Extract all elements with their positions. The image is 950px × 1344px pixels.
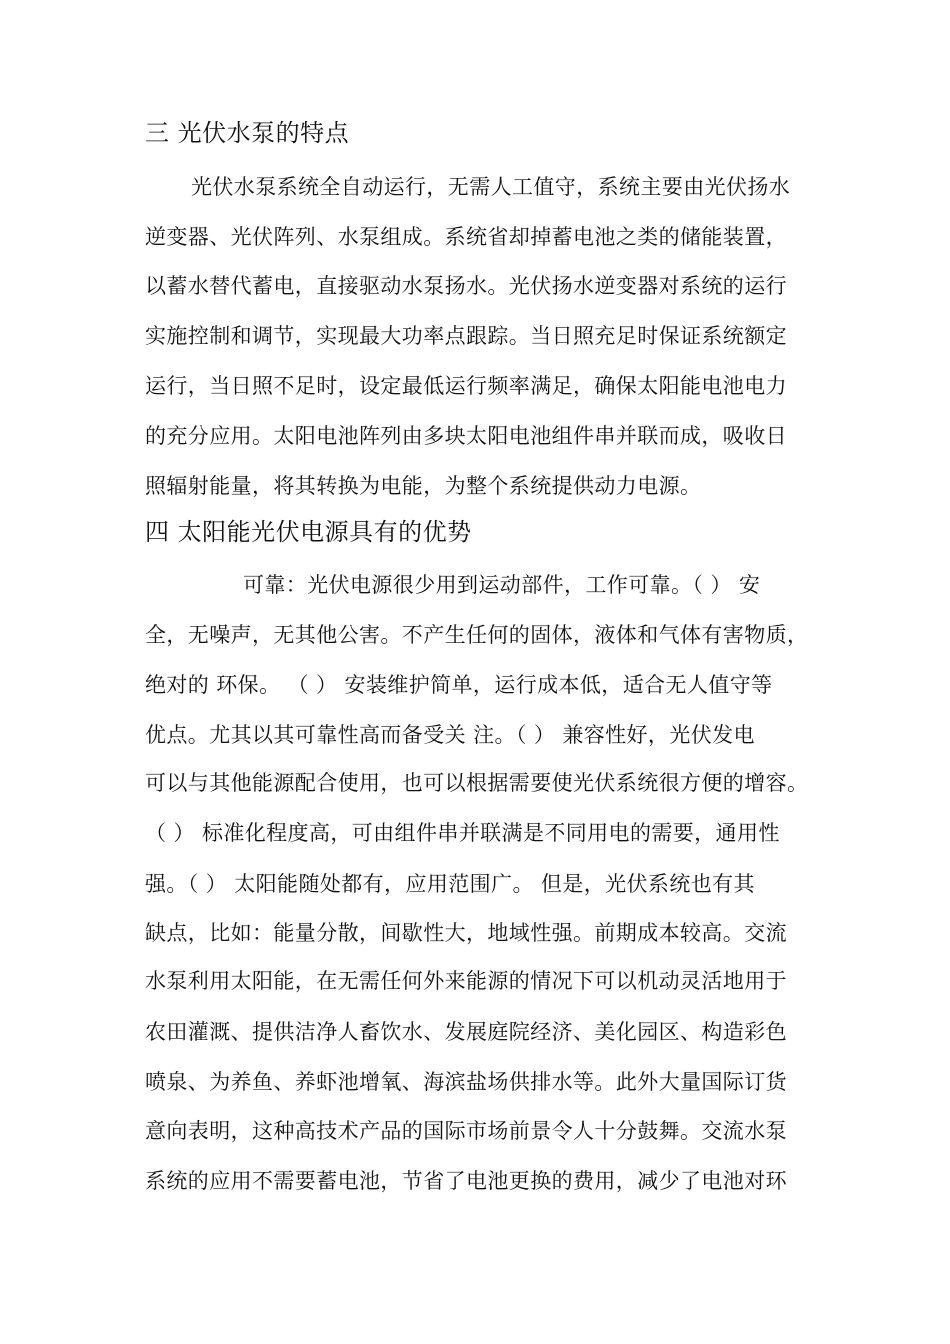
section-4-line-9: 水泵利用太阳能，在无需任何外来能源的情况下可以机动灵活地用于 [145, 969, 787, 993]
section-3-line-6: 的充分应用。太阳电池阵列由多块太阳电池组件串并联而成，吸收日 [145, 424, 787, 448]
section-4-heading: 四 太阳能光伏电源具有的优势 [145, 518, 472, 546]
section-3-line-4: 实施控制和调节，实现最大功率点跟踪。当日照充足时保证系统额定 [145, 324, 787, 348]
section-4-line-8: 缺点，比如：能量分散，间歇性大，地域性强。前期成本较高。交流 [145, 921, 787, 945]
section-4-line-11: 喷泉、为养鱼、养虾池增氧、海滨盐场供排水等。此外大量国际订货 [145, 1070, 787, 1094]
section-4-line-3: 绝对的 环保。 （ ） 安装维护简单，运行成本低，适合无人值守等 [145, 673, 773, 697]
section-4-line-1: 可靠：光伏电源很少用到运动部件，工作可靠。（ ） 安 [243, 573, 761, 597]
section-4-line-7: 强。（ ） 太阳能随处都有，应用范围广。 但是，光伏系统也有其 [145, 872, 755, 896]
section-3-line-3: 以蓄水替代蓄电，直接驱动水泵扬水。光伏扬水逆变器对系统的运行 [145, 274, 787, 298]
section-3-line-1: 光伏水泵系统全自动运行，无需人工值守，系统主要由光伏扬水 [191, 175, 791, 199]
section-3-line-2: 逆变器、光伏阵列、水泵组成。系统省却掉蓄电池之类的储能装置， [145, 225, 787, 249]
section-4-line-6: （ ） 标准化程度高，可由组件串并联满是不同用电的需要，通用性 [145, 821, 780, 845]
section-3-heading: 三 光伏水泵的特点 [145, 119, 350, 147]
section-4-line-4: 优点。尤其以其可靠性高而备受关 注。（ ） 兼容性好，光伏发电 [145, 723, 755, 747]
section-4-line-13: 系统的应用不需要蓄电池，节省了电池更换的费用，减少了电池对环 [145, 1169, 787, 1193]
section-3-line-5: 运行，当日照不足时，设定最低运行频率满足，确保太阳能电池电力 [145, 374, 787, 398]
section-4-line-10: 农田灌溉、提供洁净人畜饮水、发展庭院经济、美化园区、构造彩色 [145, 1020, 787, 1044]
section-4-line-5: 可以与其他能源配合使用，也可以根据需要使光伏系统很方便的增容。 [145, 771, 809, 795]
section-4-line-12: 意向表明，这种高技术产品的国际市场前景令人十分鼓舞。交流水泵 [145, 1119, 787, 1143]
section-3-line-7: 照辐射能量，将其转换为电能，为整个系统提供动力电源。 [145, 474, 702, 498]
section-4-line-2: 全，无噪声，无其他公害。不产生任何的固体，液体和气体有害物质， [145, 623, 809, 647]
